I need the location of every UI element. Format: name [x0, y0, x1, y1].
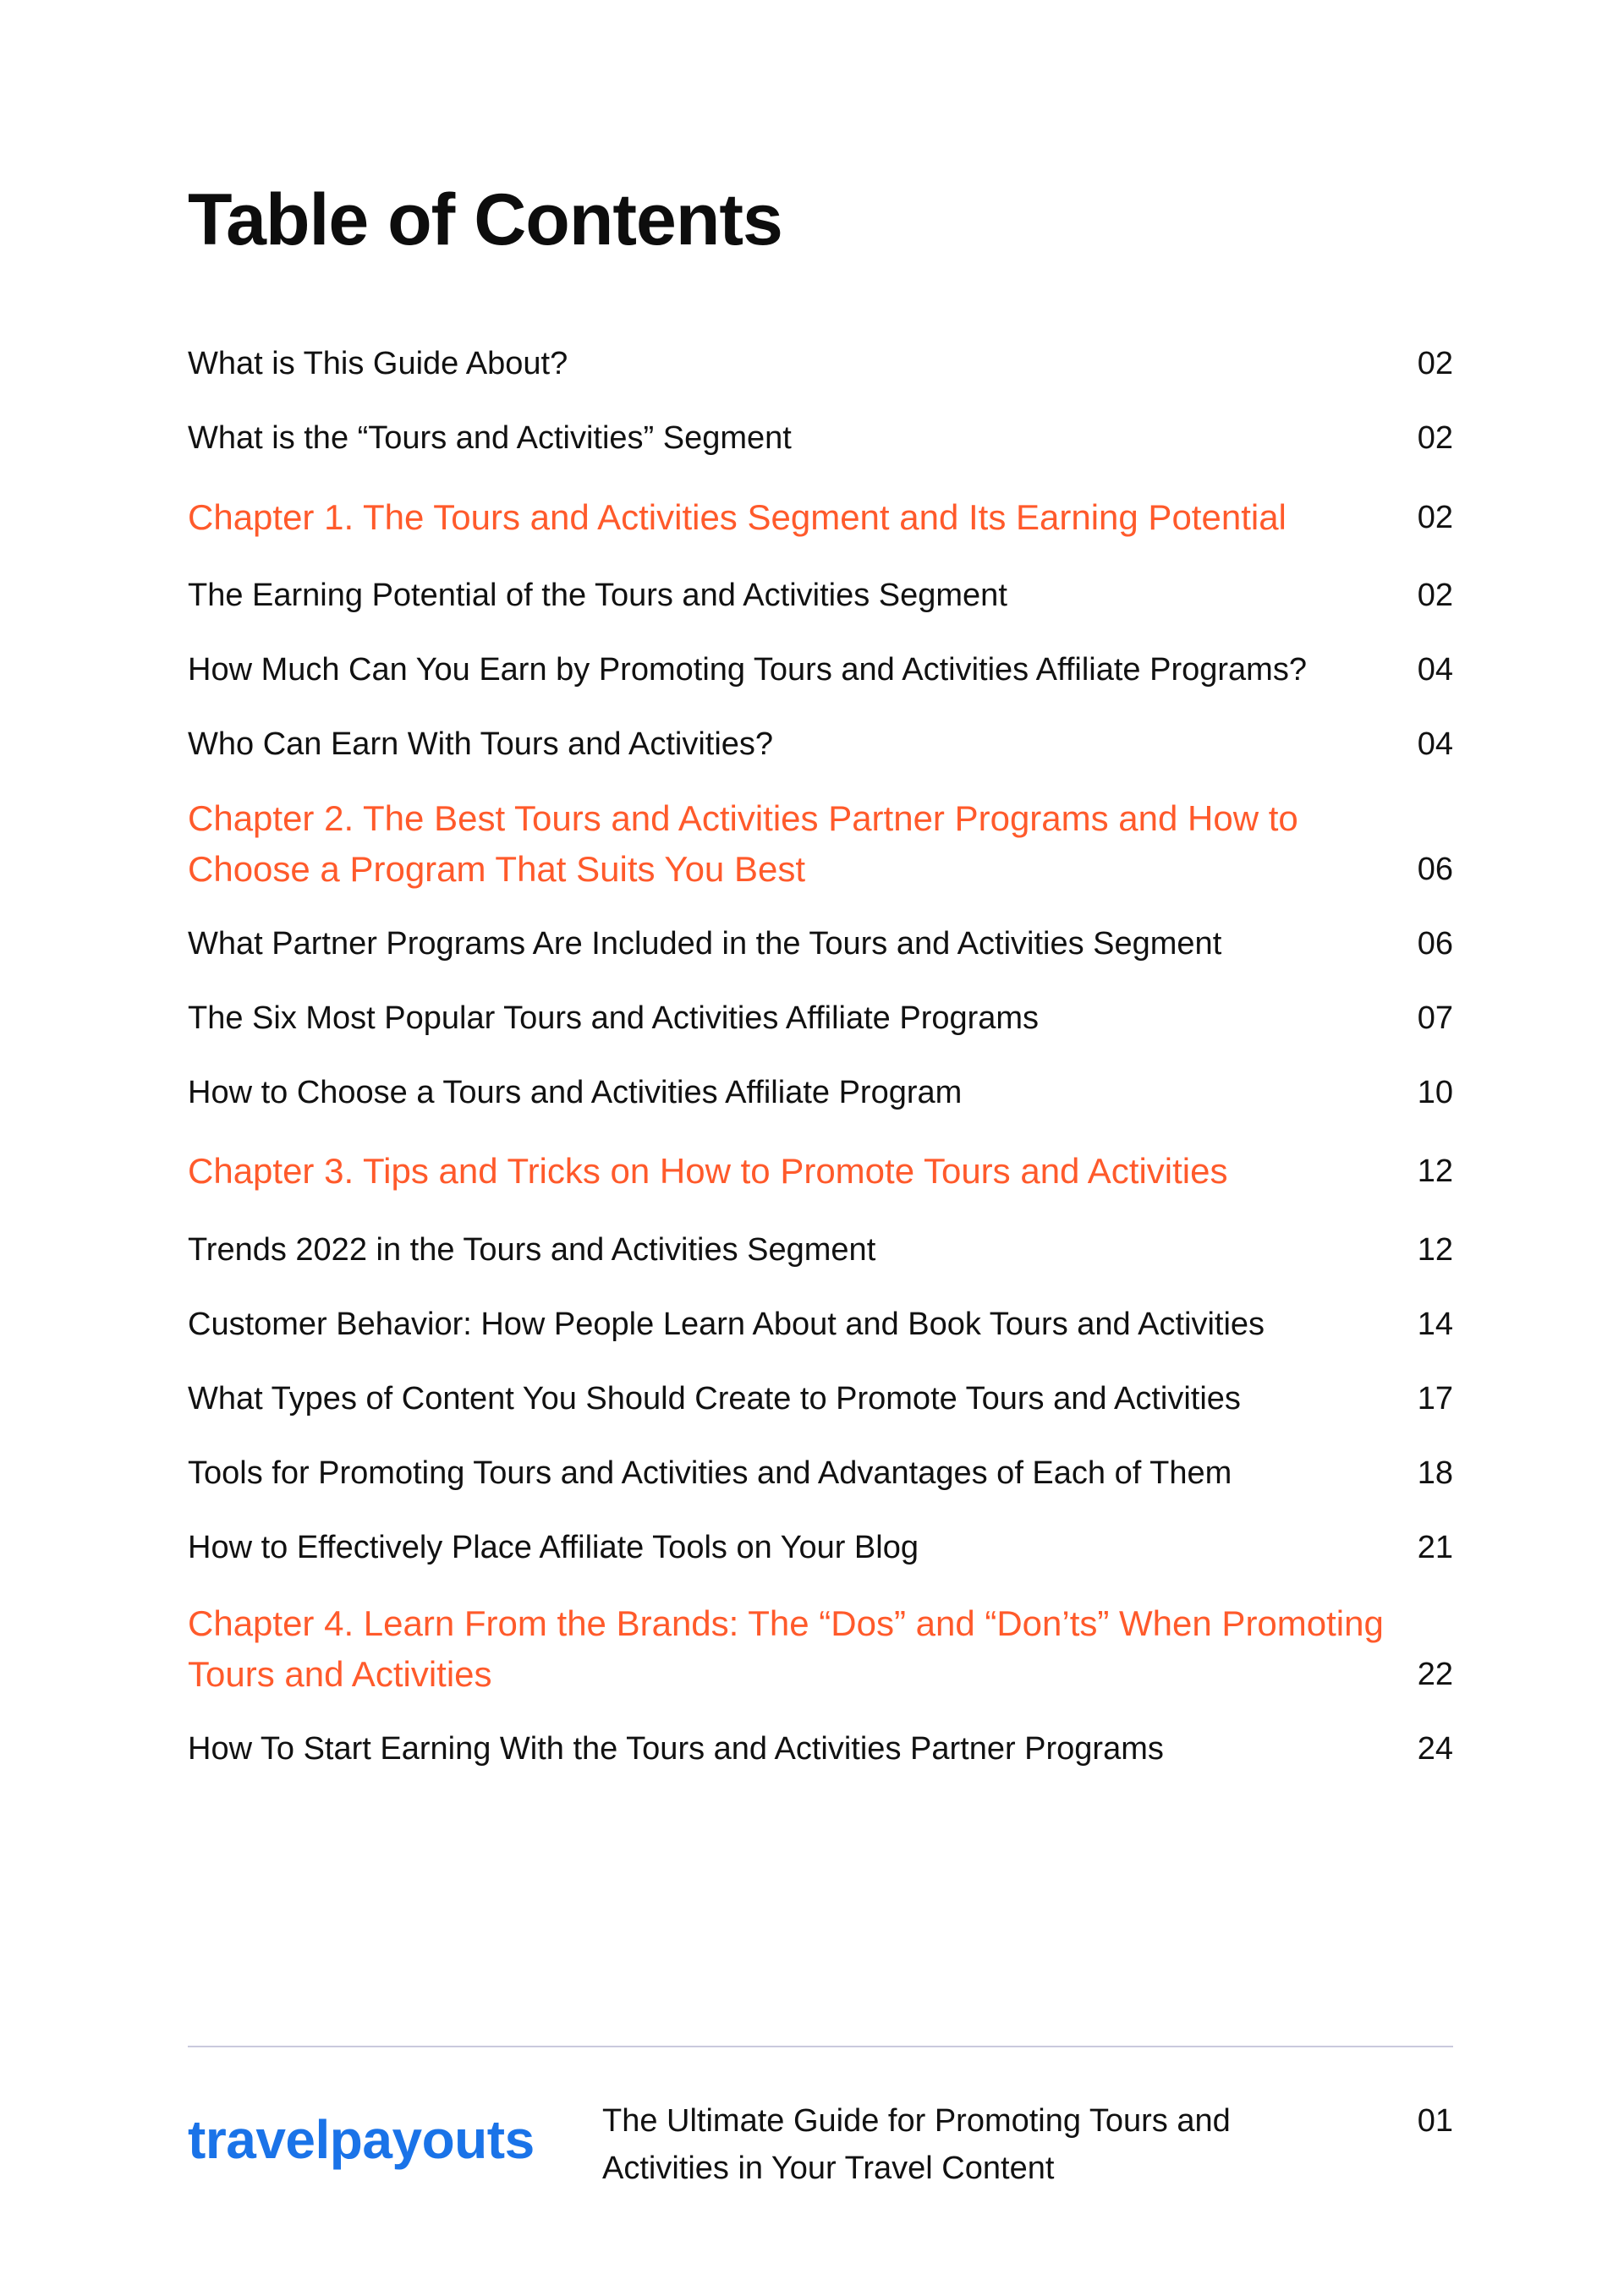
page-footer — [188, 2097, 1453, 2216]
toc-chapter[interactable] — [188, 1146, 1453, 1197]
toc-item[interactable] — [188, 993, 1453, 1044]
toc-item-page: 21 — [1417, 1530, 1453, 1565]
toc-item-page: 02 — [1417, 346, 1453, 381]
toc-item-page: 14 — [1417, 1307, 1453, 1342]
toc-item[interactable] — [188, 918, 1453, 969]
toc-item-page: 18 — [1417, 1455, 1453, 1491]
toc-chapter-page: 22 — [1417, 1657, 1453, 1692]
toc-item[interactable] — [188, 413, 1453, 463]
toc-item-page: 04 — [1417, 726, 1453, 762]
toc-chapter-page: 02 — [1417, 500, 1453, 535]
toc-chapter-label: Chapter 3. Tips and Tricks on How to Promote Tours and Activities — [188, 1151, 1228, 1191]
toc-item[interactable] — [188, 338, 1453, 389]
toc-item[interactable] — [188, 719, 1453, 770]
toc-chapter-label: Chapter 1. The Tours and Activities Segment and Its Earning Potential — [188, 497, 1287, 537]
toc-item[interactable] — [188, 1522, 1453, 1573]
toc-item-label: Tools for Promoting Tours and Activities and Advantages of Each of Them — [188, 1455, 1232, 1491]
toc-item-label: Customer Behavior: How People Learn About and Book Tours and Activities — [188, 1307, 1265, 1342]
toc-item-page: 02 — [1417, 420, 1453, 456]
toc-item[interactable] — [188, 1225, 1453, 1275]
toc-chapter[interactable] — [188, 1598, 1453, 1700]
toc-item[interactable] — [188, 1448, 1453, 1499]
toc-item-label: The Six Most Popular Tours and Activities Affiliate Programs — [188, 1000, 1040, 1036]
toc-item-label: The Earning Potential of the Tours and Activities Segment — [188, 578, 1007, 613]
footer-document-title: The Ultimate Guide for Promoting Tours and Activities in Your Travel Content — [602, 2103, 1231, 2186]
page-title: Table of Contents — [188, 179, 782, 260]
footer-divider — [188, 2046, 1453, 2047]
toc-item-page: 06 — [1417, 926, 1453, 962]
toc-item-page: 10 — [1417, 1075, 1453, 1110]
toc-item-page: 24 — [1417, 1731, 1453, 1767]
toc-item-page: 04 — [1417, 652, 1453, 688]
toc-item[interactable] — [188, 1723, 1453, 1774]
toc-item-label: How Much Can You Earn by Promoting Tours and Activities Affiliate Programs? — [188, 652, 1307, 688]
toc-chapter-label: Chapter 4. Learn From the Brands: The “Dos” and “Don’ts” When Promoting Tours and Activities — [188, 1603, 1384, 1694]
toc-item[interactable] — [188, 1373, 1453, 1424]
travelpayouts-logo[interactable]: travelpayouts — [188, 2109, 535, 2170]
toc-chapter-page: 12 — [1417, 1153, 1453, 1189]
toc-item-page: 17 — [1417, 1381, 1453, 1417]
toc-item-label: How to Effectively Place Affiliate Tools on Your Blog — [188, 1530, 919, 1565]
footer-page-number: 01 — [1417, 2103, 1453, 2139]
toc-item-page: 02 — [1417, 578, 1453, 613]
toc-item-label: What is the “Tours and Activities” Segment — [188, 420, 792, 456]
toc-item-label: What Types of Content You Should Create to Promote Tours and Activities — [188, 1381, 1241, 1417]
toc-item-label: Trends 2022 in the Tours and Activities Segment — [188, 1232, 876, 1268]
toc-item[interactable] — [188, 1067, 1453, 1118]
toc-item[interactable] — [188, 644, 1453, 695]
toc-item-label: How to Choose a Tours and Activities Affiliate Program — [188, 1075, 963, 1110]
toc-chapter-page: 06 — [1417, 852, 1453, 887]
toc-item-label: Who Can Earn With Tours and Activities? — [188, 726, 774, 762]
toc-item[interactable] — [188, 570, 1453, 621]
toc-chapter-label: Chapter 2. The Best Tours and Activities Partner Programs and How to Choose a Program That Suits You Best — [188, 798, 1298, 889]
toc-item-label: What is This Guide About? — [188, 346, 568, 381]
toc-item-label: What Partner Programs Are Included in the Tours and Activities Segment — [188, 926, 1222, 962]
toc-item-page: 12 — [1417, 1232, 1453, 1268]
toc-chapter[interactable] — [188, 492, 1453, 543]
toc-item[interactable] — [188, 1299, 1453, 1350]
document-page — [188, 0, 1453, 2296]
toc-item-label: How To Start Earning With the Tours and Activities Partner Programs — [188, 1731, 1164, 1767]
toc-item-page: 07 — [1417, 1000, 1453, 1036]
toc-chapter[interactable] — [188, 793, 1453, 895]
